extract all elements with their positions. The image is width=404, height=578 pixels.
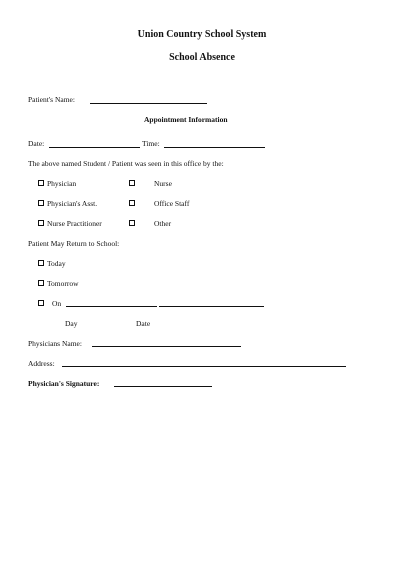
- option-physician-asst-label: Physician's Asst.: [47, 199, 98, 208]
- date-label: Date:: [28, 139, 45, 148]
- checkbox-icon[interactable]: [38, 260, 44, 266]
- address-label: Address:: [28, 359, 55, 368]
- option-tomorrow[interactable]: [38, 279, 79, 288]
- return-date-field[interactable]: [159, 306, 264, 307]
- checkbox-icon[interactable]: [38, 220, 44, 226]
- option-nurse-practitioner[interactable]: [38, 219, 102, 228]
- time-label: Time:: [142, 139, 160, 148]
- seen-by-text: The above named Student / Patient was seen in this office by the:: [28, 159, 224, 168]
- checkbox-icon[interactable]: [38, 280, 44, 286]
- option-on-label: On: [52, 299, 62, 308]
- date-field[interactable]: [49, 147, 140, 148]
- option-nurse-label: Nurse: [154, 179, 172, 188]
- return-day-field[interactable]: [66, 306, 157, 307]
- option-office-staff-label: Office Staff: [154, 199, 190, 208]
- address-field[interactable]: [62, 366, 346, 367]
- signature-field[interactable]: [114, 386, 212, 387]
- checkbox-icon[interactable]: [129, 200, 135, 206]
- physician-name-field[interactable]: [92, 346, 241, 347]
- checkbox-icon[interactable]: [38, 300, 44, 306]
- option-tomorrow-label: Tomorrow: [47, 279, 79, 288]
- time-field[interactable]: [164, 147, 265, 148]
- patient-name-label: Patient's Name:: [28, 95, 75, 104]
- physician-name-label: Physicians Name:: [28, 339, 82, 348]
- signature-label: Physician's Signature:: [28, 379, 100, 388]
- checkbox-icon[interactable]: [38, 200, 44, 206]
- checkbox-icon[interactable]: [129, 220, 135, 226]
- patient-name-field[interactable]: [90, 103, 207, 104]
- org-title: Union Country School System: [137, 29, 267, 40]
- option-other[interactable]: [129, 219, 171, 228]
- option-today[interactable]: [38, 259, 66, 268]
- date-caption: Date: [136, 319, 151, 328]
- option-today-label: Today: [47, 259, 66, 268]
- option-physician[interactable]: [38, 179, 76, 188]
- section-title: Appointment Information: [144, 115, 228, 124]
- option-physician-asst[interactable]: [38, 199, 97, 208]
- option-physician-label: Physician: [47, 179, 77, 188]
- return-label: Patient May Return to School:: [28, 239, 120, 248]
- option-other-label: Other: [154, 219, 172, 228]
- option-nurse-practitioner-label: Nurse Practitioner: [47, 219, 102, 228]
- option-on[interactable]: [38, 299, 61, 308]
- option-office-staff[interactable]: [129, 199, 189, 208]
- option-nurse[interactable]: [129, 179, 172, 188]
- day-caption: Day: [65, 319, 78, 328]
- checkbox-icon[interactable]: [38, 180, 44, 186]
- checkbox-icon[interactable]: [129, 180, 135, 186]
- form-title: School Absence: [169, 52, 235, 63]
